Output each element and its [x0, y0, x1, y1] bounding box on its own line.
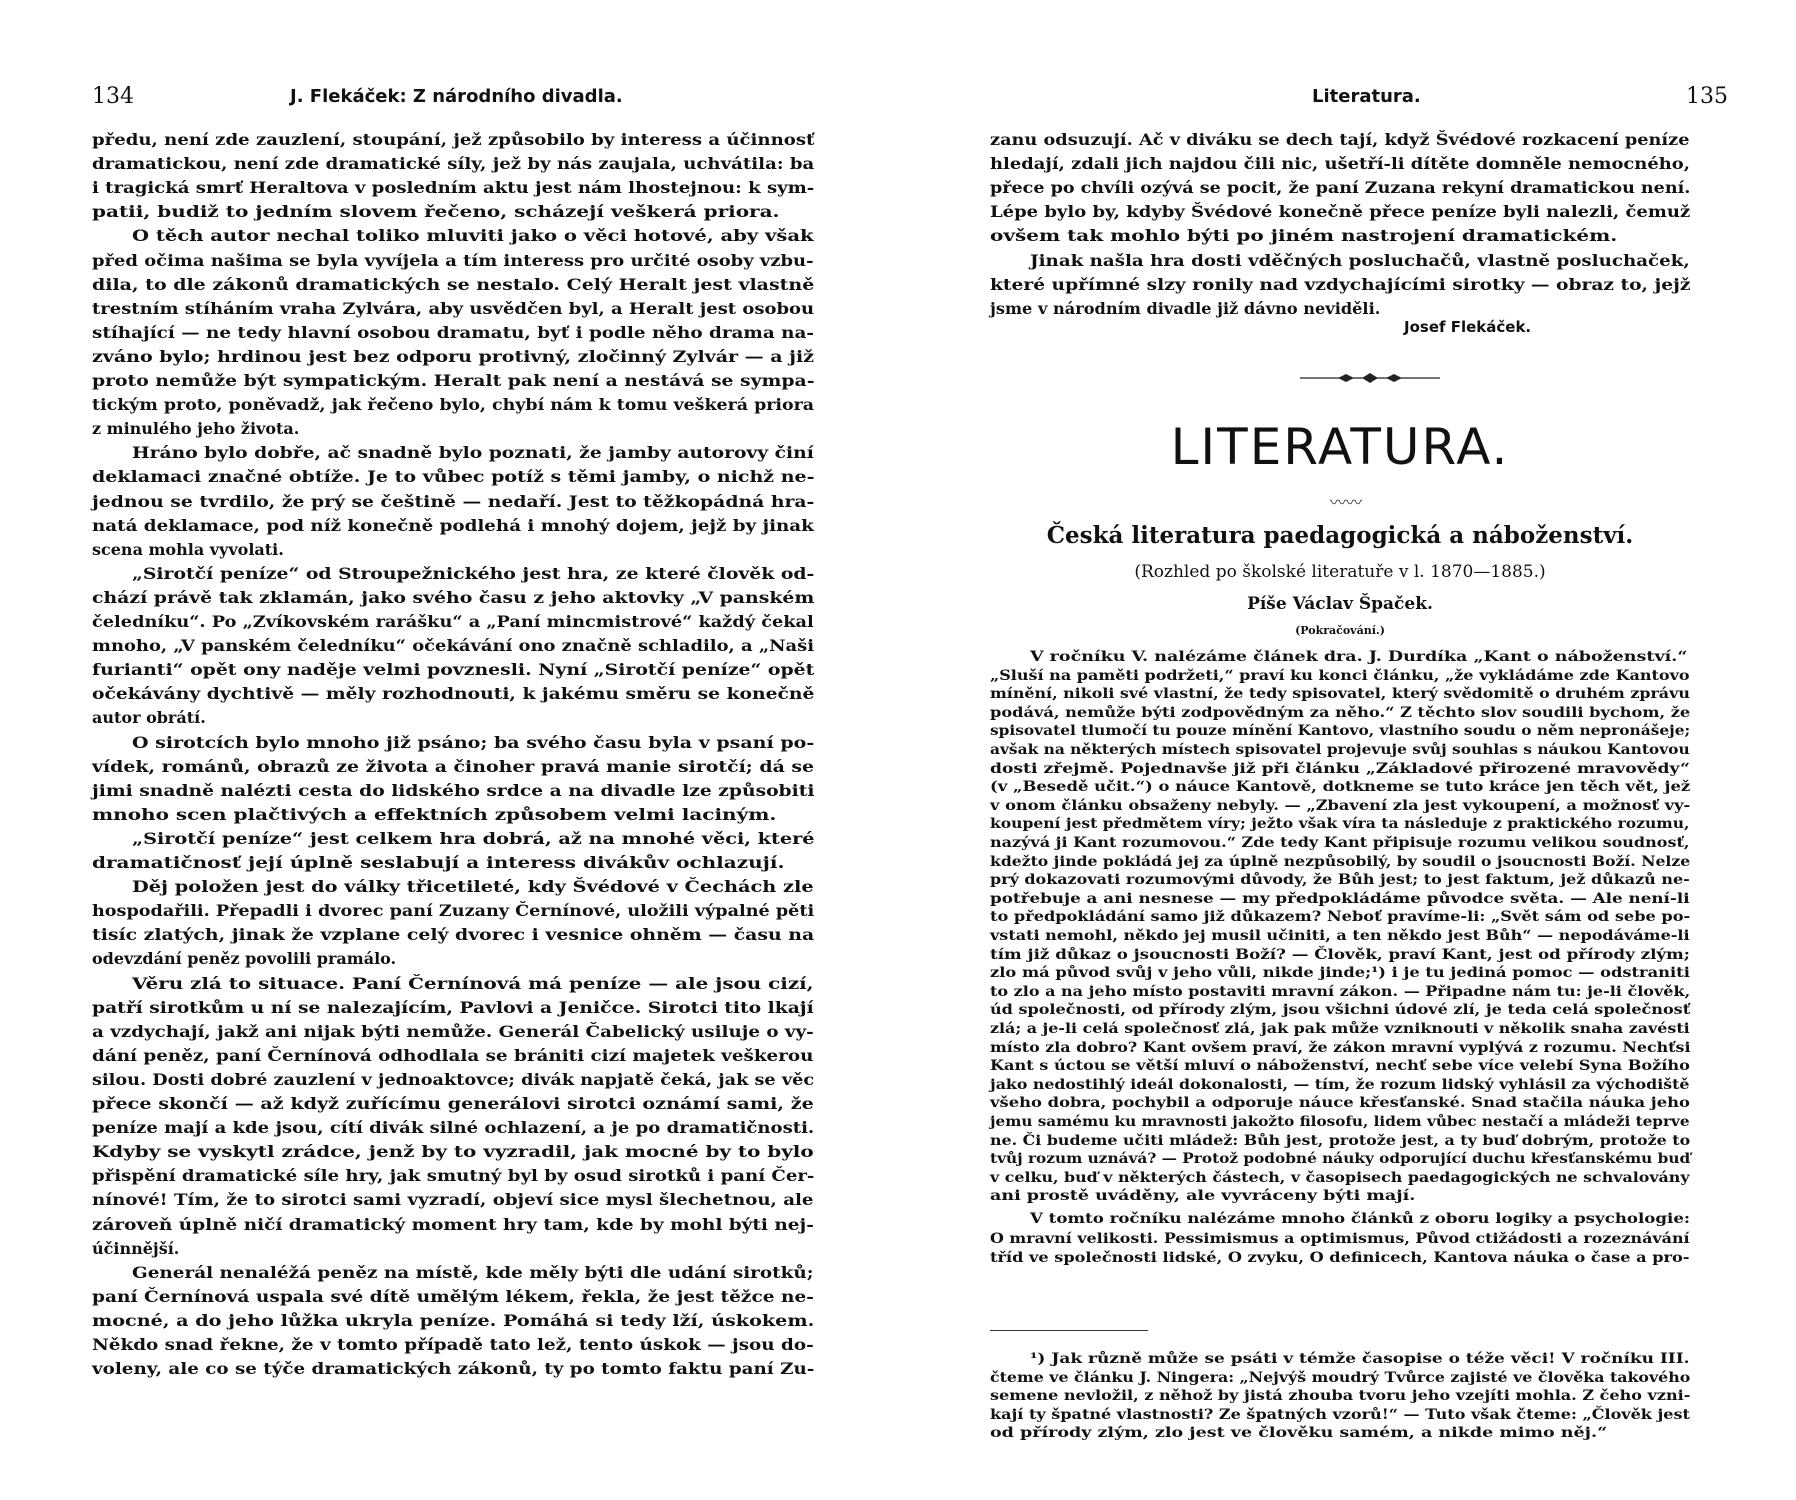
text-line: zváno bylo; hrdinou jest bez odporu protivný, zločinný Zylvár — a již	[92, 346, 815, 366]
text-line: V ročníku V. nalézáme článek dra. J. Durdíka „Kant o náboženství.“	[1030, 649, 1688, 665]
running-head: Literatura.	[1312, 86, 1421, 107]
text-line: jako nedostihlý ideál dokonalosti, — tím, že rozum lidský vyhlásil za východiště	[990, 1076, 1690, 1093]
text-line: proto nemůže být sympatickým. Heralt pak není a nestává se sympa-	[92, 371, 815, 390]
text-line: O těch autor nechal toliko mluviti jako o věci hotové, aby však	[132, 226, 814, 246]
text-line: koupení jest předmětem víry; ježto však víra ta následuje z praktického rozumu,	[990, 816, 1690, 833]
text-line: tisíc zlatých, jinak že vzplane celý dvorec i vesnice ohněm — času na	[92, 925, 815, 945]
text-line: Kdyby se vyskytl zrádce, jenž by to vyzradil, jak mocné by to bylo	[92, 1142, 814, 1162]
text-line: dramatičnosť její úplně seslabují a interess divákův ochlazují.	[92, 853, 785, 872]
footnote-rule	[990, 1330, 1148, 1331]
footnote-line: čteme ve článku J. Ningera: „Nejvýš moudrý Tvůrce zajisté ve člověka takového	[990, 1369, 1691, 1386]
text-line: mnoho scen plačtivých a effektních způsobem velmi laciným.	[92, 804, 777, 824]
text-line: dání peněz, paní Černínová odhodlala se brániti cizí majetek veškerou	[92, 1045, 814, 1065]
text-line: účinnější.	[92, 1238, 180, 1258]
text-line: spisovatel tlumočí tu pouze mínění Kantovo, vlastního soudu o něm nepronášeje;	[990, 723, 1691, 740]
text-line: místo zla dobro? Kant ovšem praví, že zákon mravní vyplývá z rozumu. Nechťsi	[990, 1039, 1691, 1056]
text-line: scena mohla vyvolati.	[92, 539, 284, 559]
section-heading: LITERATURA.	[1170, 418, 1510, 476]
text-line: patii, budiž to jedním slovem řečeno, scházejí veškerá priora.	[92, 202, 780, 222]
text-line: před očima našima se byla vyvíjela a tím interess pro určité osoby vzbu-	[92, 250, 814, 270]
text-line: jednou se tvrdilo, že prý se češtině — nedaří. Jest to těžkopádná hra-	[92, 491, 815, 511]
footnote-line: ¹) Jak různě může se psáti v témže časopise o téže věci! V ročníku III.	[1030, 1351, 1690, 1367]
ornament-divider-icon	[1298, 372, 1442, 384]
text-line: z minulého jeho života.	[92, 419, 300, 439]
continuation-note: (Pokračování.)	[1295, 624, 1385, 637]
footnote-line: kají ty špatné vlastnosti? Ze špatných vzorů!“ — Tuto však čteme: „Člověk jest	[990, 1406, 1690, 1423]
text-line: mnoho, „V panském čeledníku“ očekávání ono značně schladilo, a „Naši	[92, 636, 815, 656]
text-line: zanu odsuzují. Ač v diváku se dech tají, když Švédové rozkacení peníze	[990, 130, 1690, 149]
text-line: furianti“ opět ony naděje velmi povznesli. Nyní „Sirotčí peníze“ opět	[92, 660, 815, 680]
text-line: nazývá ji Kant rozumovou.“ Zde tedy Kant připisuje rozumu velikou soudnosť,	[990, 835, 1690, 851]
text-line: to zlo a na jeho místo postaviti mravní zákon. — Připadne nám tu: je-li člověk,	[990, 983, 1691, 1000]
text-line: očekávány dychtivě — měly rozhodnouti, k jakému směru se konečně	[92, 684, 815, 704]
text-line: úd společnosti, od přírody zlým, jsou všichni údové zlí, je teda celá společnosť	[990, 1002, 1691, 1019]
text-line: O mravní velikosti. Pessimismus a optimismus, Původ ctižádosti a rozeznávání	[990, 1230, 1690, 1247]
text-line: dila, to dle zákonů dramatických se nestalo. Celý Heralt jest vlastně	[92, 274, 815, 294]
text-line: nínové! Tím, že to sirotci sami vyzradí, objeví sice mysl šlechetnou, ale	[92, 1190, 814, 1210]
text-line: „Sirotčí peníze“ jest celkem hra dobrá, až na mnohé věci, které	[132, 828, 815, 848]
signature: Josef Flekáček.	[1404, 318, 1532, 336]
article-author: Píše Václav Špaček.	[1247, 594, 1433, 614]
text-line: a vzdychají, jakž ani nijak býti nemůže. Generál Čabelický usiluje o vy-	[92, 1021, 814, 1041]
text-line: předu, není zde zauzlení, stoupání, jež způsobilo by interess a účinnosť	[92, 130, 815, 149]
text-line: jemu samému ku mravnosti jakožto filosofu, lidem vůbec nestačí a mládeži teprve	[990, 1114, 1690, 1130]
text-line: tickým proto, poněvadž, jak řečeno bylo, chybí nám k tomu veškerá priora	[92, 395, 815, 415]
page-number: 135	[1686, 84, 1728, 109]
text-line: v onom článku obsaženy nebyly. — „Zbavení zla jest vykoupení, a možnosť vy-	[990, 797, 1691, 814]
text-line: přispění dramatické síle hry, jak smutný byl by osud sirotků i paní Čer-	[92, 1166, 815, 1186]
text-line: trestním stíháním vraha Zylvára, aby usvědčen byl, a Heralt jest osobou	[92, 298, 815, 318]
text-line: tím již důkaz o jsoucnosti Boží? — Člověk, praví Kant, jest od přírody zlým;	[990, 946, 1690, 963]
text-line: podává, nemůže býti zodpovědným za něho.“ Z těchto slov soudili bychom, že	[990, 704, 1691, 721]
text-line: chází právě tak zklamán, jako svého času z jeho aktovky „V panském	[92, 587, 815, 607]
text-line: odevzdání peněz povolili pramálo.	[92, 949, 397, 969]
text-line: „Sluší na paměti podržeti,“ praví ku konci článku, „že vykládáme zde Kantovo	[990, 667, 1690, 684]
text-line: deklamaci značné obtíže. Je to vůbec potíž s těmi jamby, o nichž ne-	[92, 467, 815, 487]
text-line: V tomto ročníku nalézáme mnoho článků z oboru logiky a psychologie:	[1030, 1211, 1691, 1227]
footnote-line: od přírody zlým, zlo jest ve člověku samém, a nikde mimo něj.“	[990, 1425, 1608, 1442]
text-line: prý dokazovati rozumovými důvody, že Bůh jest; to jest faktum, jež důkazů ne-	[990, 872, 1690, 889]
text-line: Děj položen jest do války třicetileté, kdy Švédové v Čechách zle	[132, 877, 814, 897]
text-line: natá deklamace, pod níž konečně podlehá i mnohý dojem, jejž by jinak	[92, 515, 814, 535]
text-line: všeho dobra, pochybil a odporuje náuce křesťanské. Snad stačila náuka jeho	[990, 1095, 1690, 1112]
text-line: kdežto jinde pokládá jej za úplně nezpůsobilý, by soudil o jsoucnosti Boží. Nelze	[990, 853, 1691, 870]
text-line: Věru zlá to situace. Paní Černínová má peníze — ale jsou cizí,	[132, 973, 814, 993]
text-line: ovšem tak mohlo býti po jiném nastrojení dramatickém.	[990, 226, 1618, 246]
text-line: v celku, buď v některých částech, v časopisech paedagogických ne schvalovány	[990, 1169, 1690, 1186]
text-line: paní Černínová uspala své dítě umělým lékem, řekla, že jest těžce ne-	[92, 1286, 814, 1306]
text-line: ne. Či budeme učiti mládež: Bůh jest, protože jest, a ty buď dobrým, protože to	[990, 1132, 1691, 1149]
text-line: zlo má původ svůj v jeho vůli, nikde jinde;¹) i je tu jediná pomoc — odstraniti	[990, 965, 1690, 982]
text-line: čeledníku“. Po „Zvíkovském rarášku“ a „Paní mincmistrové“ každý čekal	[92, 612, 814, 631]
text-line: stíhající — ne tedy hlavní osobou dramatu, byť i podle něho drama na-	[92, 322, 815, 342]
text-line: silou. Dosti dobré zauzlení v jednoaktovce; divák napjatě čeká, jak se věc	[92, 1069, 815, 1089]
text-line: potřebuje a ani nesnese — my předpokládáme původce světa. — Ale není-li	[990, 890, 1690, 907]
text-line: „Sirotčí peníze“ od Stroupežnického jest hra, ze které člověk od-	[132, 563, 815, 583]
text-line: hospodařili. Přepadli i dvorec paní Zuzany Černínové, uložili výpalné pěti	[92, 901, 815, 921]
footnote-line: semene nevložil, z něhož by jistá zhouba tvoru jeho vzejíti mohla. Z čeho vzni-	[990, 1388, 1691, 1405]
text-line: to předpokládání samo již důkazem? Neboť pravíme-li: „Svět sám od sebe po-	[990, 909, 1691, 926]
text-line: přece po chvíli ozývá se pocit, že paní Zuzana rekyní dramatickou není.	[990, 178, 1691, 198]
text-line: (v „Besedě učit.“) o náuce Kantově, dotkneme se tuto kráce jen těch vět, jež	[990, 779, 1691, 796]
text-line: zlá; a je-li celá společnosť zlá, jak pak může vzniknouti v několik snaha zavésti	[990, 1021, 1690, 1037]
text-line: Kant s úctou se větší mluví o náboženství, nechť sebe více velebí Syna Božího	[990, 1058, 1690, 1075]
text-line: vídek, románů, obrazů ze života a činoher pravá manie sirotčí; dá se	[92, 756, 815, 776]
text-line: i tragická smrť Heraltova v posledním aktu jest nám lhostejnou: k sym-	[92, 178, 815, 198]
text-line: Hráno bylo dobře, ač snadně bylo poznati, že jamby autorovy činí	[132, 443, 814, 463]
text-line: O sirotcích bylo mnoho již psáno; ba svého času byla v psaní po-	[132, 732, 815, 752]
text-line: dosti zřejmě. Pojednavše již při článku „Základové přirozené mravovědy“	[990, 760, 1690, 777]
text-line: mínění, nikoli své vlastní, že tedy spisovatel, který svědomitě o druhém zprávu	[990, 686, 1690, 703]
flourish-icon: 〰〰	[1330, 493, 1363, 512]
text-line: vstati nemohl, někdo jej musil učiniti, a ten někdo jest Bůh“ — nepodáváme-li	[990, 928, 1690, 944]
text-line: Lépe bylo by, kdyby Švédové konečně přece peníze byli nalezli, čemuž	[990, 202, 1691, 222]
text-line: které upřímné slzy ronily nad vzdychajícími sirotky — obraz to, jejž	[990, 274, 1691, 294]
text-line: hledají, zdali jich najdou čili nic, ušetří-li dítěte domněle nemocného,	[990, 154, 1690, 174]
text-line: jimi snadně nalézti cesta do lidského srdce a na divadle lze způsobiti	[92, 780, 815, 800]
text-line: Někdo snad řekne, že v tomto případě tato lež, tento úskok — jsou do-	[92, 1335, 814, 1354]
text-line: přece skončí — až když zuřícímu generálovi sirotci oznámí sami, že	[92, 1094, 814, 1113]
text-line: ani prostě uváděny, ale vyvráceny býti mají.	[990, 1188, 1416, 1205]
text-line: patří sirotkům u ní se nalezajícím, Pavlovi a Jeničce. Sirotci tito lkají	[92, 997, 814, 1017]
text-line: avšak na některých místech spisovatel projevuje svůj souhlas s náukou Kantovou	[990, 742, 1690, 758]
text-line: Jinak našla hra dosti vděčných posluchačů, vlastně posluchaček,	[1030, 250, 1690, 270]
text-line: jsme v národním divadle již dávno neviděli.	[990, 298, 1381, 318]
page-number: 134	[92, 84, 134, 109]
text-line: peníze mají a kde jsou, cítí divák silné ochlazení, a je po dramatičnosti.	[92, 1118, 815, 1138]
text-line: tvůj rozum uznává? — Protož podobné náuky odporující duchu křesťanskému buď	[990, 1151, 1691, 1168]
article-title: Česká literatura paedagogická a náboženství.	[1046, 522, 1634, 549]
article-subtitle: (Rozhled po školské literatuře v l. 1870—1885.)	[1134, 562, 1546, 582]
running-head: J. Flekáček: Z národního divadla.	[290, 86, 623, 107]
text-line: mocné, a do jeho lůžka ukryla peníze. Pomáhá si tedy lží, úskokem.	[92, 1310, 815, 1330]
text-line: tříd ve společnosti lidské, O zvyku, O definicech, Kantova náuka o čase a pro-	[990, 1250, 1690, 1266]
text-line: autor obrátí.	[92, 708, 206, 728]
text-line: zároveň úplně ničí dramatický moment hry tam, kde by mohl býti nej-	[92, 1214, 814, 1234]
text-line: Generál nenaléžá peněz na místě, kde měly býti dle udání sirotků;	[132, 1262, 814, 1282]
text-line: dramatickou, není zde dramatické síly, jež by nás zaujala, uchvátila: ba	[92, 154, 815, 174]
text-line: voleny, ale co se týče dramatických zákonů, ty po tomto faktu paní Zu-	[92, 1359, 815, 1379]
